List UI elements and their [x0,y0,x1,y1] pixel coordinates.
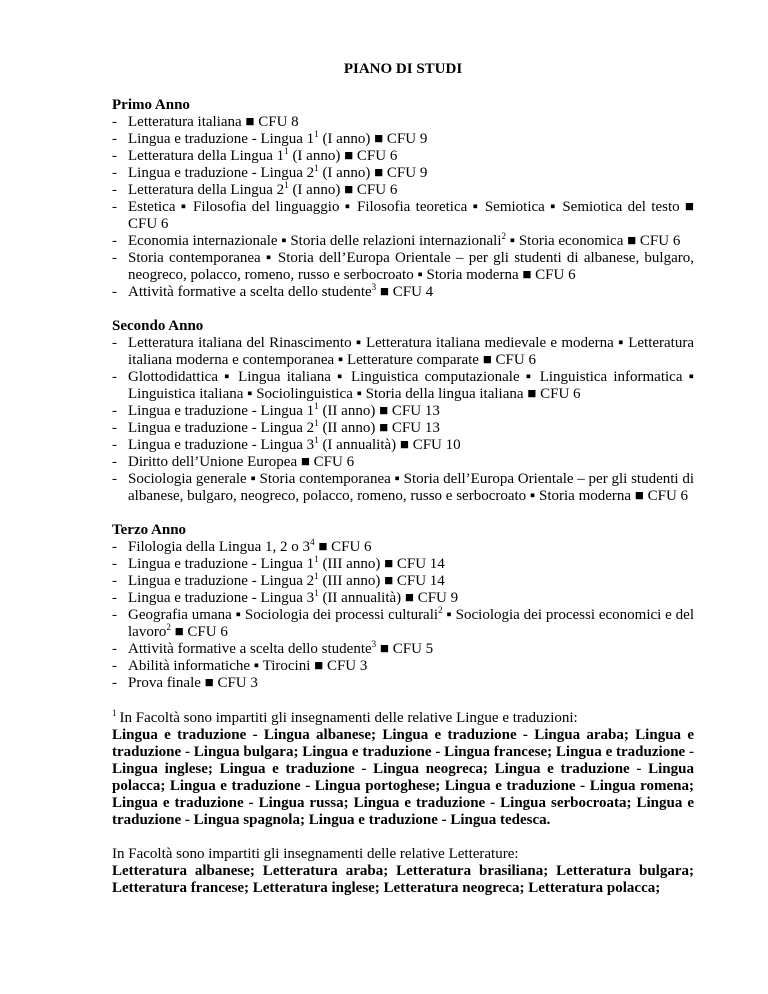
course-item [112,454,694,471]
course-item [112,573,694,590]
footnote-ref: 1 [314,129,319,139]
course-text: Attività formative a scelta dello studente [128,641,372,657]
footnote-ref: 3 [371,282,377,292]
footnote-ref: 3 [371,639,377,649]
course-text: (I anno) ■ CFU 6 [288,148,398,164]
course-text: Letteratura della Lingua 2 [128,182,285,198]
footnote-letterature-list: Letteratura albanese; Letteratura araba; Letteratura brasiliana; Letteratura bulgara; Letteratura francese; Letteratura inglese; Letteratura neogreca; Letteratura polacca; [112,863,694,896]
course-item [112,165,694,182]
study-plan [112,97,694,692]
course-list [112,114,694,301]
course-item [112,590,694,607]
course-text: Lingua e traduzione - Lingua 1 [128,131,315,147]
footnote-ref: 1 [314,401,319,411]
course-text: (II annualità) ■ CFU 9 [318,590,459,606]
course-text: (I anno) ■ CFU 6 [288,182,398,198]
footnote-ref: 2 [501,231,506,241]
document-page [112,0,694,897]
course-text: Prova finale ■ CFU 3 [128,675,258,691]
footnote-ref: 1 [314,571,319,581]
course-text: (III anno) ■ CFU 14 [318,556,445,572]
course-text: (II anno) ■ CFU 13 [318,403,440,419]
course-text: Economia internazionale ▪ Storia delle relazioni internazionali [128,233,502,249]
footnote-ref: 1 [314,163,319,173]
course-text: Abilità informatiche ▪ Tirocini ■ CFU 3 [128,658,368,674]
footnote-lingue-list: Lingua e traduzione - Lingua albanese; Lingua e traduzione - Lingua araba; Lingua e traduzione - Lingua bulgara; Lingua e traduzione - Lingua francese; Lingua e traduzione - Lingua inglese; Lingua e traduzione - Lingua neogreca; Lingua e traduzione - Lingua polacca; Lingua e traduzione - Lingua portoghese; Lingua e traduzione - Lingua romena; Lingua e traduzione - Lingua russa; Lingua e traduzione - Lingua serbocroata; Lingua e traduzione - Lingua spagnola; Lingua e traduzione - Lingua tedesca. [112,727,694,828]
course-item [112,437,694,454]
course-text: Sociologia generale ▪ Storia contemporanea ▪ Storia dell’Europa Orientale – per gli studenti di albanese, bulgaro, neogreco, polacco, romeno, russo e serbocroato ▪ Storia moderna ■ CFU 6 [128,471,694,504]
course-text: Lingua e traduzione - Lingua 2 [128,573,315,589]
course-item [112,148,694,165]
course-text: Lingua e traduzione - Lingua 3 [128,590,315,606]
course-text: (I annualità) ■ CFU 10 [318,437,461,453]
course-text: Glottodidattica ▪ Lingua italiana ▪ Linguistica computazionale ▪ Linguistica informatica ▪ Linguistica italiana ▪ Sociolinguistica ▪ Storia della lingua italiana ■ CFU 6 [128,369,694,402]
footnote-ref: 2 [438,605,443,615]
course-text: Letteratura italiana ■ CFU 8 [128,114,299,130]
footnote-ref: 4 [310,537,315,547]
course-item [112,284,694,301]
course-text: ■ CFU 6 [170,624,228,640]
course-text: Filologia della Lingua 1, 2 o 3 [128,539,311,555]
course-item [112,658,694,675]
footnote-ref: 1 [284,180,289,190]
course-text: Lingua e traduzione - Lingua 2 [128,165,315,181]
course-item [112,199,694,233]
course-text: ■ CFU 4 [376,284,434,300]
course-text: Letteratura della Lingua 1 [128,148,285,164]
course-text: ■ CFU 6 [314,539,372,555]
course-text: Lingua e traduzione - Lingua 1 [128,403,315,419]
course-item [112,233,694,250]
course-list [112,335,694,505]
footnote-ref: 1 [314,435,319,445]
footnote-ref: 1 [284,146,289,156]
course-text: (II anno) ■ CFU 13 [318,420,440,436]
course-item [112,131,694,148]
footnote-intro-letterature: In Facoltà sono impartiti gli insegnamenti delle relative Letterature: [112,846,519,862]
course-text: Attività formative a scelta dello studente [128,284,372,300]
footnote-ref: 1 [314,554,319,564]
course-text: ▪ Sociologia dei processi economici e del lavoro [128,607,694,640]
footnote-intro-lingue-text: In Facoltà sono impartiti gli insegnamenti delle relative Lingue e traduzioni: [119,710,578,726]
footnote-ref: 2 [166,622,171,632]
course-text: Diritto dell’Unione Europea ■ CFU 6 [128,454,355,470]
course-list [112,539,694,692]
course-text: Lingua e traduzione - Lingua 2 [128,420,315,436]
section-heading: Primo Anno [112,97,190,113]
course-text: (I anno) ■ CFU 9 [318,165,428,181]
section-heading: Terzo Anno [112,522,187,538]
course-text: Letteratura italiana del Rinascimento ▪ Letteratura italiana medievale e moderna ▪ Letteratura italiana moderna e contemporanea ▪ Letterature comparate ■ CFU 6 [128,335,694,368]
section-primo-anno [112,97,694,301]
section-heading: Secondo Anno [112,318,204,334]
course-item [112,675,694,692]
footnote-intro-lingue [112,710,694,727]
course-text: Lingua e traduzione - Lingua 1 [128,556,315,572]
course-item [112,607,694,641]
course-item [112,641,694,658]
course-text: (III anno) ■ CFU 14 [318,573,445,589]
course-item [112,539,694,556]
course-item [112,335,694,369]
document-title: PIANO DI STUDI [343,61,463,77]
course-item [112,182,694,199]
course-item [112,471,694,505]
footnote-mark: 1 [112,708,117,718]
footnote-ref: 1 [314,588,319,598]
course-text: ▪ Storia economica ■ CFU 6 [506,233,681,249]
course-item [112,250,694,284]
course-text: Estetica ▪ Filosofia del linguaggio ▪ Filosofia teoretica ▪ Semiotica ▪ Semiotica del testo ■ CFU 6 [128,199,694,232]
course-text: Storia contemporanea ▪ Storia dell’Europa Orientale – per gli studenti di albanese, bulgaro, neogreco, polacco, romeno, russo e serbocroato ▪ Storia moderna ■ CFU 6 [128,250,694,283]
course-text: Geografia umana ▪ Sociologia dei processi culturali [128,607,439,623]
course-item [112,556,694,573]
section-secondo-anno [112,318,694,505]
footnote-ref: 1 [314,418,319,428]
course-item [112,403,694,420]
course-item [112,420,694,437]
course-text: ■ CFU 5 [376,641,434,657]
course-item [112,114,694,131]
section-terzo-anno [112,522,694,692]
course-text: (I anno) ■ CFU 9 [318,131,428,147]
course-text: Lingua e traduzione - Lingua 3 [128,437,315,453]
course-item [112,369,694,403]
